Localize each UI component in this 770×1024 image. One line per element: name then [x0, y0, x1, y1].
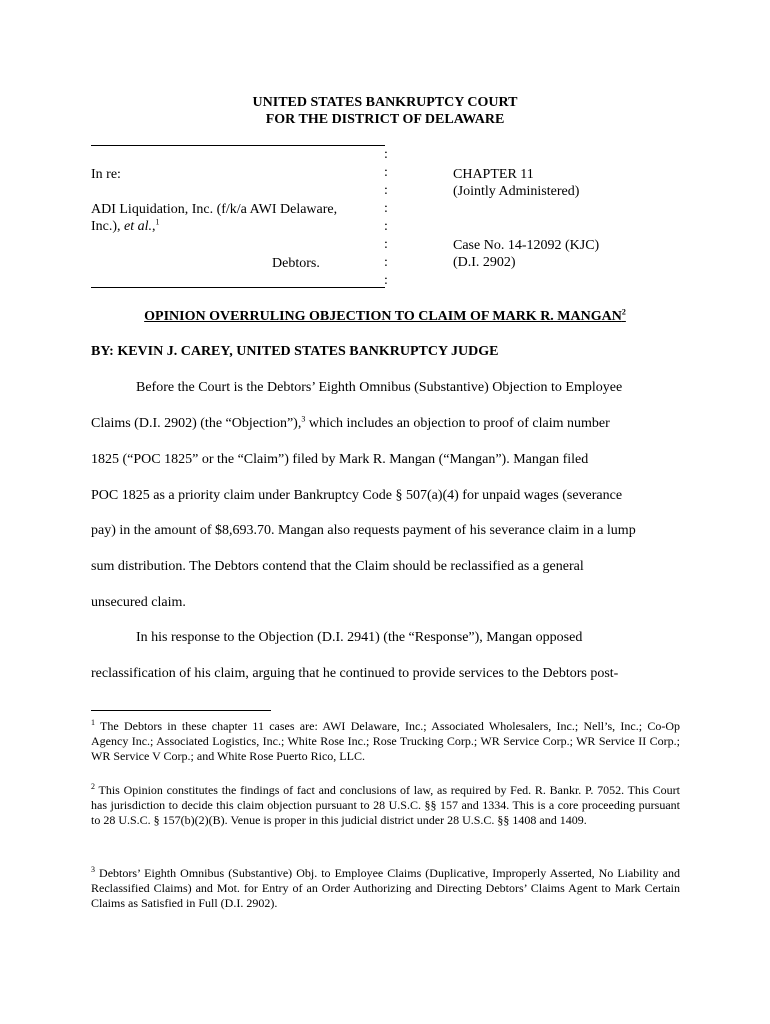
debtor-name: ADI Liquidation, Inc. (f/k/a AWI Delaware, Inc.), et al.,$^1$: [91, 202, 338, 234]
body-line: unsecured claim.: [91, 595, 186, 610]
body-line: 1825 (“POC 1825” or the “Claim”) filed by Mark R. Mangan (“Mangan”). Mangan filed: [91, 452, 589, 467]
footnote-ref-2: 2: [621, 307, 626, 317]
case-number-info: Case No. 14-12092 (KJC) (D.I. 2902): [453, 238, 600, 270]
body-line: Claims (D.I. 2902) (the “Objection”),$^3$ which includes an objection to proof of claim number: [91, 414, 610, 431]
debtors-label: Debtors.: [272, 256, 320, 271]
footnote-separator: [91, 710, 271, 711]
footnote-2: $^2$ This Opinion constitutes the findings of fact and conclusions of law, as required by Fed. R. Bankr. P. 7052. This Court has jurisdiction to decide this claim objection pursuant to 28 U.S.C. §§ 157 and 1334. This is a core proceeding pursuant to 28 U.S.C. § 157(b)(2)(B). Venue is proper in this judicial district under 28 U.S.C. §§ 1408 and 1409.: [91, 782, 680, 827]
court-district: FOR THE DISTRICT OF DELAWARE: [265, 112, 505, 127]
body-line: Before the Court is the Debtors’ Eighth Omnibus (Substantive) Objection to Employee: [136, 380, 623, 395]
caption-top-rule: [91, 145, 385, 146]
court-name: UNITED STATES BANKRUPTCY COURT: [252, 95, 518, 110]
footnote-ref-1: 1: [155, 217, 160, 227]
footnote-3: $^3$ Debtors’ Eighth Omnibus (Substantive) Obj. to Employee Claims (Duplicative, Improperly Asserted, No Liability and Reclassified Claims) and Mot. for Entry of an Order Authorizing and Directing Debtors’ Claims Agent to Mark Certain Claims as Satisfied in Full (D.I. 2902).: [91, 865, 680, 910]
court-heading: [0, 94, 770, 128]
body-line: POC 1825 as a priority claim under Bankruptcy Code § 507(a)(4) for unpaid wages (severance: [91, 488, 623, 503]
body-line: In his response to the Objection (D.I. 2941) (the “Response”), Mangan opposed: [136, 630, 583, 645]
opinion-title: OPINION OVERRULING OBJECTION TO CLAIM OF MARK R. MANGAN$^2$: [144, 307, 626, 324]
caption-bottom-rule: [91, 287, 385, 288]
body-line: reclassification of his claim, arguing that he continued to provide services to the Debtors post-: [91, 666, 619, 681]
footnote-ref-3: 3: [301, 414, 306, 424]
body-line: sum distribution. The Debtors contend that the Claim should be reclassified as a general: [91, 559, 584, 574]
footnote-1: $^1$ The Debtors in these chapter 11 cases are: AWI Delaware, Inc.; Associated Wholesalers, Inc.; Nell’s, Inc.; Co-Op Agency Inc.; Associated Logistics, Inc.; White Rose Inc.; Rose Trucking Corp.; WR Service Corp.; WR Service II Corp.; WR Service V Corp.; and White Rose Puerto Rico, LLC.: [91, 718, 680, 763]
caption-colon-column: : : : : : : : :: [384, 147, 388, 288]
in-re-label: In re:: [91, 167, 121, 182]
chapter-info: CHAPTER 11 (Jointly Administered): [453, 167, 580, 199]
judge-byline: BY: KEVIN J. CAREY, UNITED STATES BANKRUPTCY JUDGE: [91, 344, 499, 359]
body-line: pay) in the amount of $8,693.70. Mangan also requests payment of his severance claim in a lump: [91, 523, 636, 538]
